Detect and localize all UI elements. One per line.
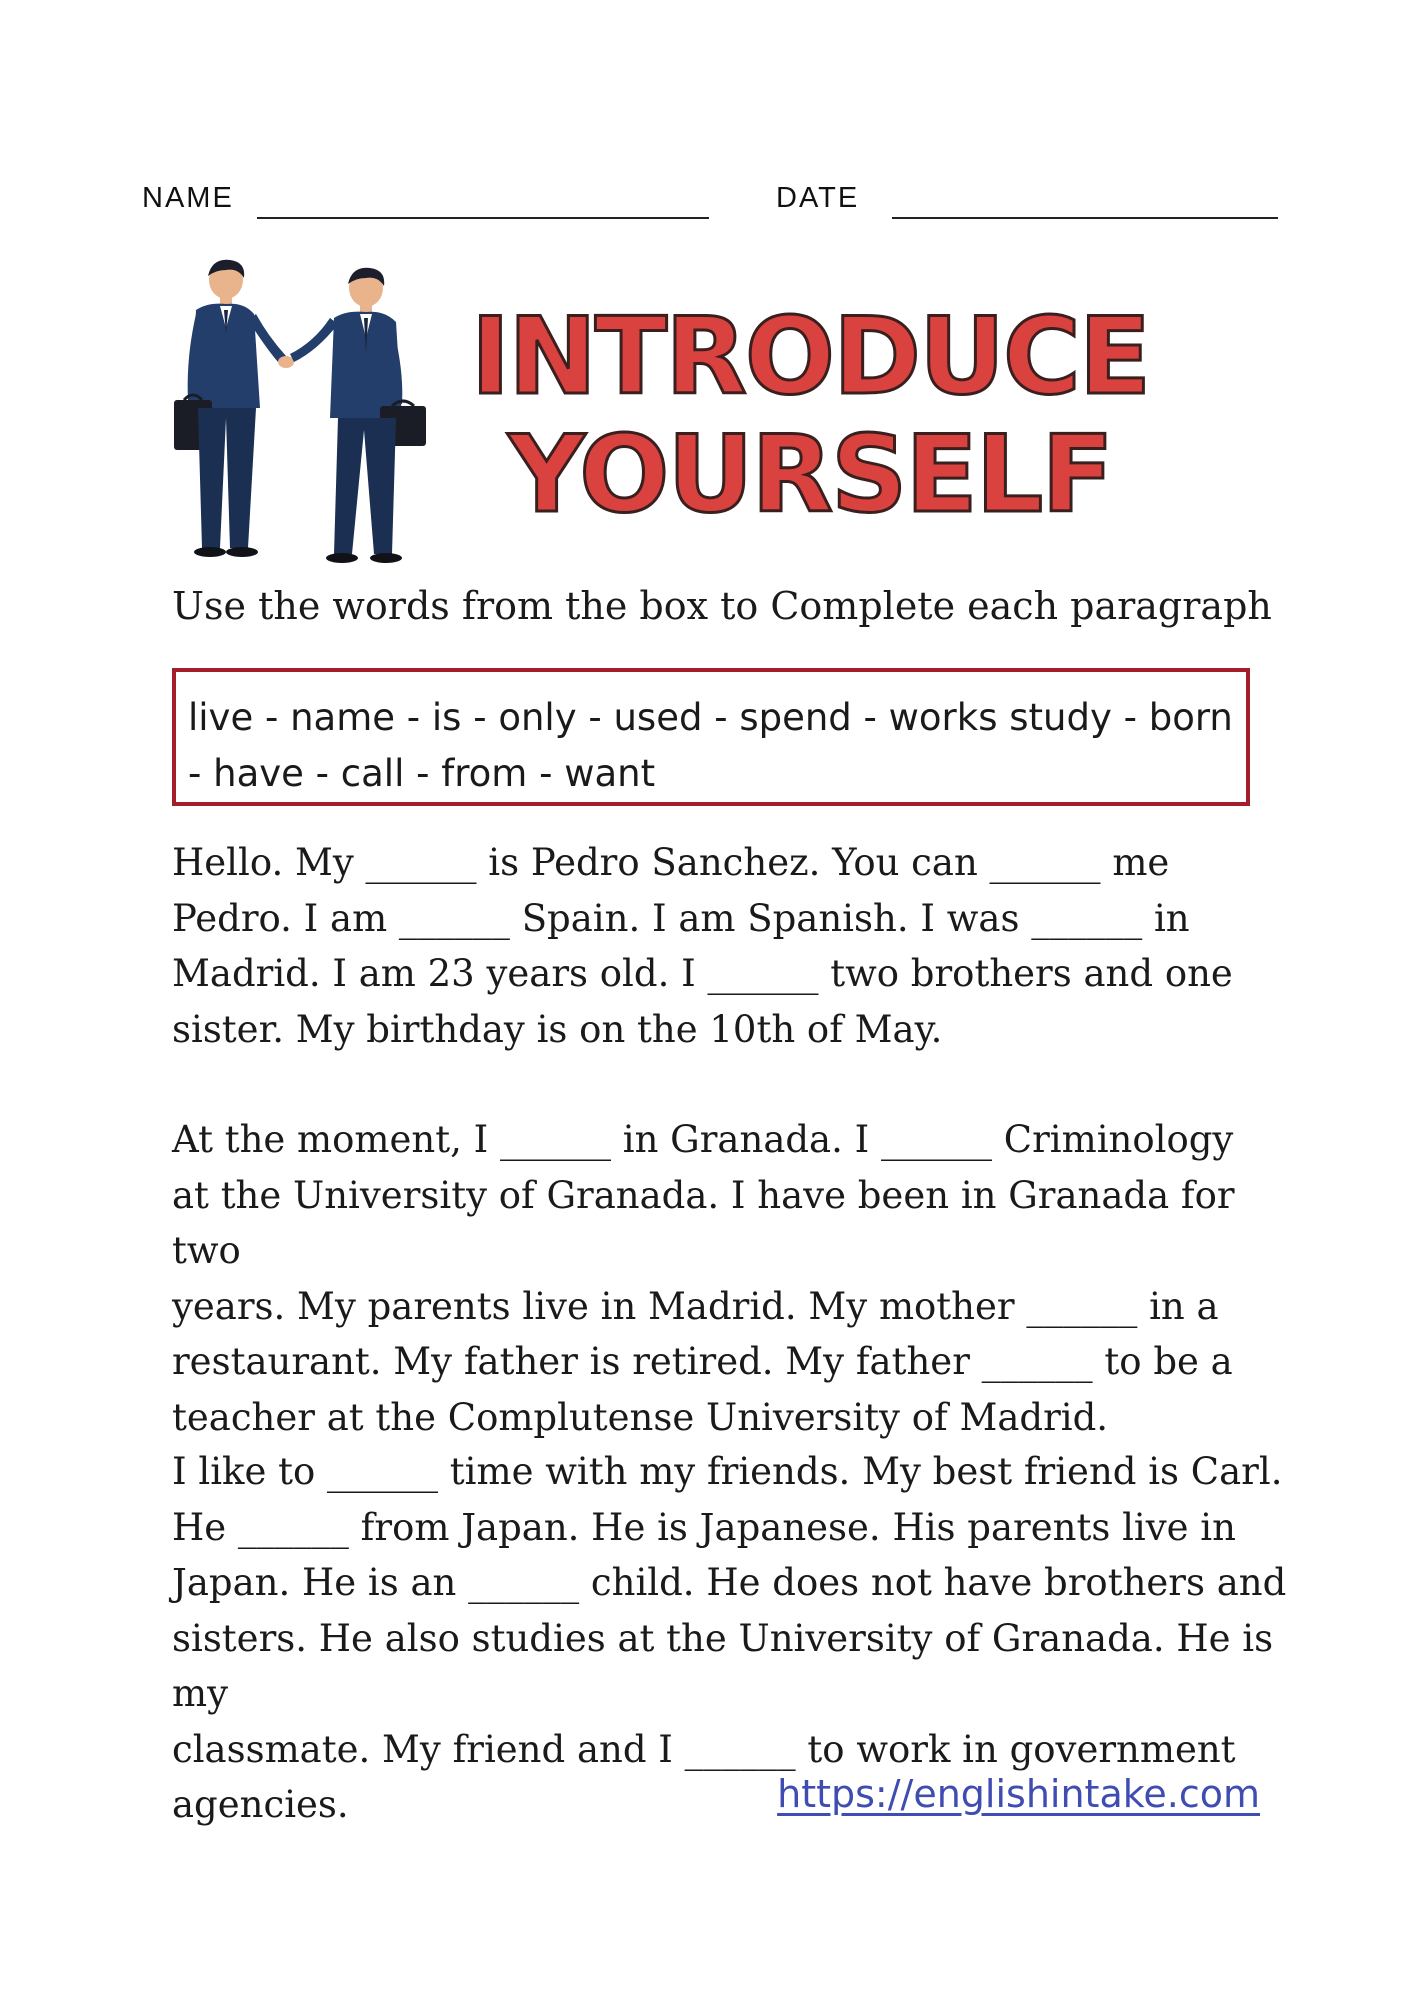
name-line — [257, 217, 709, 219]
website-link[interactable]: https://englishintake.com — [777, 1772, 1260, 1816]
title-line-1: INTRODUCE — [470, 295, 1150, 418]
word-bank-box — [172, 668, 1250, 806]
paragraph-line: He ______ from Japan. He is Japanese. His parents live in — [172, 1505, 1236, 1549]
date-label: DATE — [776, 182, 860, 214]
paragraph-line: Japan. He is an ______ child. He does not have brothers and — [172, 1561, 1287, 1604]
paragraph-line: agencies. — [172, 1783, 349, 1826]
word-bank-line-2: - have - call - from - want — [188, 752, 656, 795]
name-label: NAME — [142, 182, 234, 214]
paragraph-2 — [172, 1112, 1292, 1445]
paragraph-line: classmate. My friend and I ______ to work in government — [172, 1727, 1236, 1771]
paragraph-line: Pedro. I am ______ Spain. I am Spanish. I was ______ in — [172, 896, 1190, 940]
left-businessman — [174, 260, 294, 557]
paragraph-1 — [172, 835, 1292, 1057]
paragraph-line: sister. My birthday is on the 10th of May. — [172, 1007, 943, 1051]
instruction-text: Use the words from the box to Complete each paragraph — [172, 584, 1272, 628]
name-date-header — [142, 182, 1282, 222]
businessmen-handshake-icon — [168, 258, 428, 570]
title-line-2: YOURSELF — [508, 413, 1112, 536]
paragraph-line: I like to ______ time with my friends. My best friend is Carl. — [172, 1450, 1283, 1493]
paragraph-line: teacher at the Complutense University of Madrid. — [172, 1395, 1109, 1439]
worksheet-title — [440, 295, 1180, 536]
paragraph-line: Hello. My ______ is Pedro Sanchez. You can ______ me — [172, 841, 1170, 884]
paragraph-line: at the University of Granada. I have been in Granada for two — [172, 1173, 1235, 1272]
paragraph-line: sisters. He also studies at the University of Granada. He is my — [172, 1616, 1274, 1715]
paragraph-line: At the moment, I ______ in Granada. I ______ Criminology — [172, 1118, 1234, 1161]
right-businessman — [290, 268, 426, 563]
paragraph-line: years. My parents live in Madrid. My mother ______ in a — [172, 1284, 1219, 1328]
date-line — [892, 217, 1278, 219]
word-bank-line-1: live - name - is - only - used - spend - works study - born — [188, 696, 1233, 739]
paragraph-line: Madrid. I am 23 years old. I ______ two brothers and one — [172, 952, 1233, 995]
paragraph-line: restaurant. My father is retired. My father ______ to be a — [172, 1340, 1233, 1383]
